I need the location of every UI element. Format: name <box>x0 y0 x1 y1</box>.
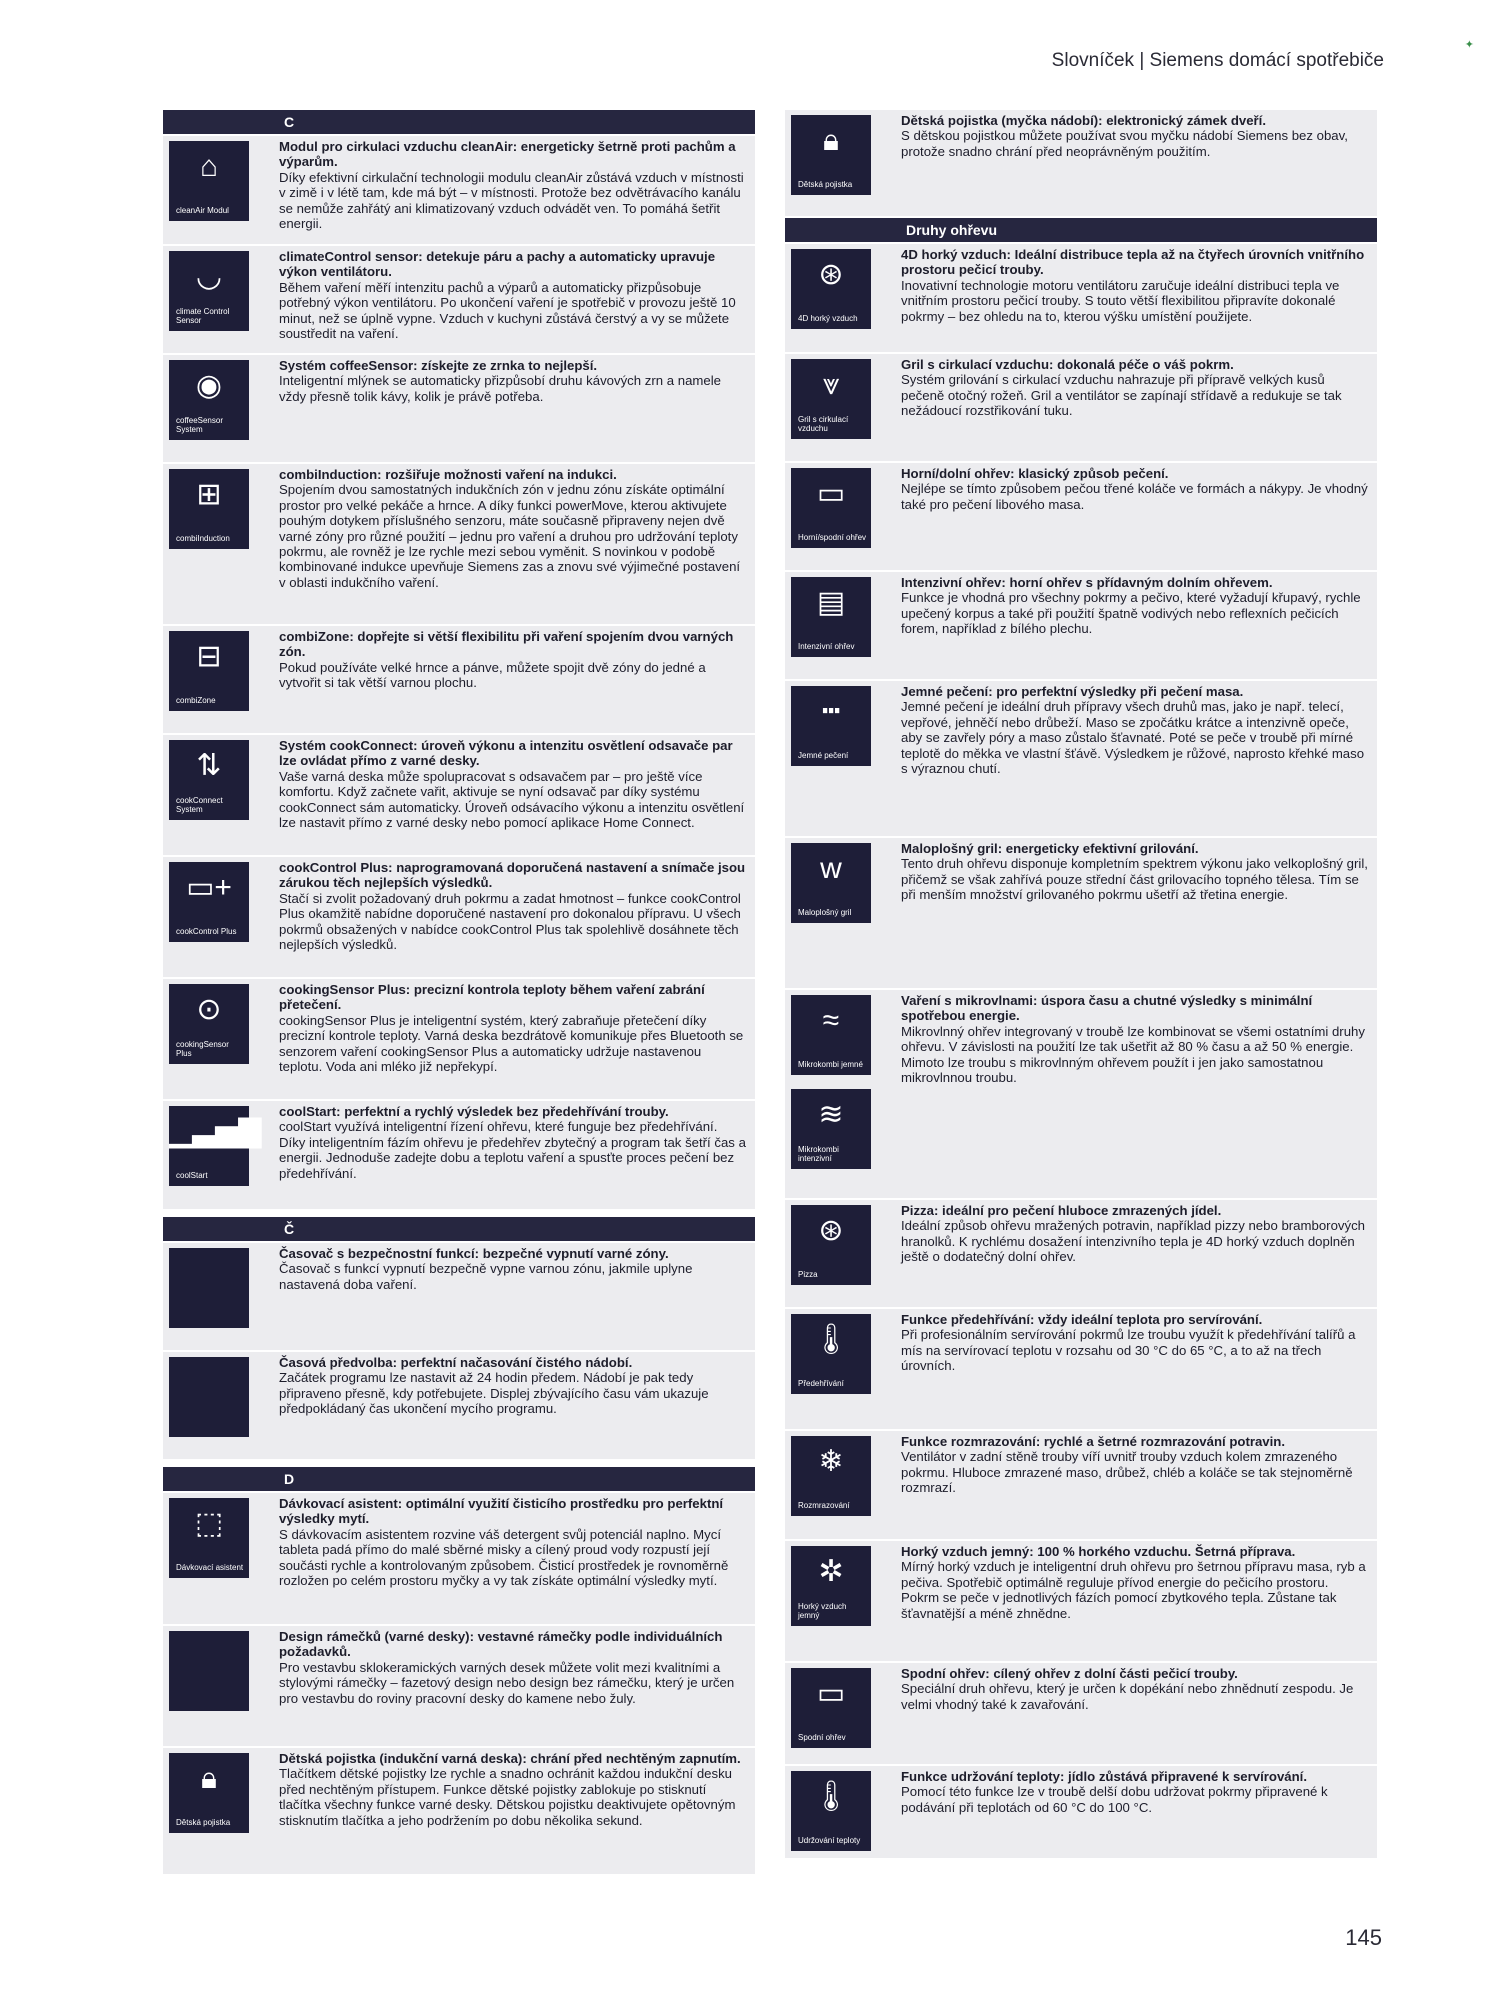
entry-title: Intenzivní ohřev: horní ohřev s přídavným dolním ohřevem. <box>901 575 1273 590</box>
glossary-entry <box>163 244 755 353</box>
entry-body: Jemné pečení je ideální druh přípravy všech druhů mas, jako je např. telecí, vepřové, jehněčí nebo drůbeží. Maso se zpočátku krátce a intenzivně opeče, aby se zavřely póry a maso zůstalo šťavnaté. Poté se peče v troubě při mírné teplotě do měkka ve vlastní šťávě. Výsledkem je růžové, naprosto křehké maso s výraznou chutí. <box>901 699 1365 777</box>
entry-title: Dětská pojistka (myčka nádobí): elektronický zámek dveří. <box>901 113 1267 128</box>
gentle-baking-icon: ┅ Jemné pečení <box>791 686 871 766</box>
gentle-hot-air-icon: ✲ Horký vzduch jemný <box>791 1546 871 1626</box>
cook-connect-icon: ⇅ cookConnect System <box>169 740 249 820</box>
preheating-icon: 🌡︎ Předehřívání <box>791 1314 871 1394</box>
combi-induction-icon: ⊞ combiInduction <box>169 469 249 549</box>
glossary-entry <box>785 110 1377 216</box>
lock-icon: 🔒︎ Dětská pojistka <box>791 115 871 195</box>
entry-body: Stačí si zvolit požadovaný druh pokrmu a zadat hmotnost – funkce cookControl Plus okamžitě nabídne doporučené nastavení pro dokonalou přípravu. U všech pokrmů obsažených v nabídce cookControl Plus tak spolehlivě dosáhnete těch nejlepších výsledků. <box>279 890 741 953</box>
section-head-c: C <box>163 110 755 134</box>
entry-title: Design rámečků (varné desky): vestavné rámečky podle individuálních požadavků. <box>279 1629 723 1660</box>
entry-body: Díky efektivní cirkulační technologii modulu cleanAir zůstává vzduch v místnosti v zimě i v létě tam, kde má být – v místnosti. Protože bez odvětrávacího kanálu se nemůže zahřátý ani klimatizovaný vzduch odvádět ven. To pomáhá šetřit energii. <box>279 169 744 232</box>
entry-body: cookingSensor Plus je inteligentní systém, který zabraňuje přetečení díky precizní kontrole teploty. Varná deska bezdrátově komunikuje přes Bluetooth se senzorem vaření cookingSensor Plus a automaticky udržuje nastavenou teplotu. Voda ani mléko již nepřekypí. <box>279 1012 744 1075</box>
entry-body: coolStart využívá inteligentní řízení ohřevu, které funguje bez předehřívání. Díky inteligentním fázím ohřevu je předehřev zbytečný a program tak šetří čas a energii. Jednoduše zadejte dobu a teplotu vaření a spusťte proces pečení bez předehřívání. <box>279 1119 746 1181</box>
blank-icon <box>169 1357 249 1437</box>
glossary-entry <box>163 1491 755 1624</box>
entry-title: 4D horký vzduch: Ideální distribuce tepla až na čtyřech úrovních vnitřního prostoru pečicí trouby. <box>901 247 1365 278</box>
entry-title: climateControl sensor: detekuje páru a pachy a automaticky upravuje výkon ventilátoru. <box>279 249 716 280</box>
blank-icon <box>169 1248 249 1328</box>
entry-title: Systém coffeeSensor: získejte ze zrnka to nejlepší. <box>279 358 598 373</box>
entry-title: Funkce rozmrazování: rychlé a šetrné rozmrazování potravin. <box>901 1434 1286 1449</box>
entry-title: Vaření s mikrovlnami: úspora času a chutné výsledky s minimální spotřebou energie. <box>901 993 1313 1024</box>
cook-control-plus-icon: ▭+ cookControl Plus <box>169 862 249 942</box>
page-title: Slovníček | Siemens domácí spotřebiče <box>1051 50 1384 71</box>
cooking-sensor-plus-icon: ⊙ cookingSensor Plus <box>169 984 249 1064</box>
glossary-entry <box>785 1764 1377 1858</box>
entry-title: Funkce předehřívání: vždy ideální teplota pro servírování. <box>901 1312 1263 1327</box>
top-bottom-heat-icon: ▭ Horní/spodní ohřev <box>791 468 871 548</box>
entry-title: combiZone: dopřejte si větší flexibilitu při vaření spojením dvou varných zón. <box>279 629 734 660</box>
entry-body: Ideální způsob ohřevu mražených potravin, například pizzy nebo bramborových hranolků. K rychlému dosažení intenzivního tepla je 4D horký vzduch doplněn ještě o dodatečný dolní ohřev. <box>901 1218 1366 1265</box>
glossary-entry <box>163 1624 755 1746</box>
glossary-entry <box>163 1241 755 1350</box>
page-number: 145 <box>1345 1925 1382 1950</box>
blank-icon <box>169 1631 249 1711</box>
entry-title: Jemné pečení: pro perfektní výsledky při pečení masa. <box>901 684 1244 699</box>
glossary-entry <box>785 1661 1377 1764</box>
glossary-entry <box>163 1099 755 1209</box>
entry-body: Spojením dvou samostatných indukčních zón v jednu zónu získáte optimální prostor pro velké pekáče a hrnce. A díky funkci powerMove, kterou aktivujete pouhým dotykem příslušného senzoru, máte současně připraveny nejen dvě varné zóny pro různé použití – jednu pro vaření a druhou pro udržování teploty pokrmu, ale rovněž je lze rychle mezi sebou vyměnit. S novinkou v podobě kombinované indukce upevňuje Siemens zas a znovu své výjimečné postavení v oblasti indukčního vaření. <box>279 482 741 590</box>
glossary-entry <box>163 462 755 624</box>
entry-body: Pro vestavbu sklokeramických varných desek můžete volit mezi kvalitními a stylovými rámečky – fazetový design nebo design bez rámečku, který je určen pro vestavbu do roviny pracovní desky do kamene nebo žuly. <box>279 1659 735 1706</box>
entry-title: cookControl Plus: naprogramovaná doporučená nastavení a snímače jsou zárukou těch nejlepších výsledků. <box>279 860 746 891</box>
sparkle-icon: ✦ <box>1464 39 1474 51</box>
glossary-entry <box>785 352 1377 461</box>
entry-title: cookingSensor Plus: precizní kontrola teploty během vaření zabrání přetečení. <box>279 982 705 1013</box>
entry-body: Při profesionálním servírování pokrmů lze troubu využít k předehřívání talířů a mís na servírovací teplotu v rozsahu od 30 °C do 65 °C, a to až na třech úrovních. <box>901 1327 1356 1374</box>
entry-title: Spodní ohřev: cílený ohřev z dolní části pečicí trouby. <box>901 1666 1238 1681</box>
entry-title: coolStart: perfektní a rychlý výsledek bez předehřívání trouby. <box>279 1104 669 1119</box>
entry-title: Horní/dolní ohřev: klasický způsob pečení. <box>901 466 1169 481</box>
grill-circulation-icon: ⩔ Gril s cirkulací vzduchu <box>791 359 871 439</box>
entry-title: Dětská pojistka (indukční varná deska): chrání před nechtěným zapnutím. <box>279 1751 741 1766</box>
entry-title: Horký vzduch jemný: 100 % horkého vzduchu. Šetrná příprava. <box>901 1544 1296 1559</box>
glossary-entry <box>785 461 1377 570</box>
entry-title: combiInduction: rozšiřuje možnosti vaření na indukci. <box>279 467 617 482</box>
glossary-entry <box>163 353 755 462</box>
glossary-entry <box>785 242 1377 352</box>
entry-title: Dávkovací asistent: optimální využití čisticího prostředku pro perfektní výsledky mytí. <box>279 1496 724 1527</box>
entry-title: Časová předvolba: perfektní načasování čistého nádobí. <box>279 1355 633 1370</box>
glossary-entry <box>163 1746 755 1874</box>
glossary-left-column <box>163 110 755 1874</box>
defrost-icon: ❄ Rozmrazování <box>791 1436 871 1516</box>
entry-body: Nejlépe se tímto způsobem pečou třené koláče ve formách a nákypy. Je vhodný také pro pečení libového masa. <box>901 481 1368 512</box>
entry-body: Tento druh ohřevu disponuje kompletním spektrem výkonu jako velkoplošný gril, přičemž se však zahřívá pouze střední část grilovacího topného tělesa. Tím se při menším množství grilovaného pokrmu ušetří až třetina energie. <box>901 856 1368 903</box>
entry-body: Mírný horký vzduch je inteligentní druh ohřevu pro šetrnou přípravu masa, ryb a pečiva. Spotřebič optimálně reguluje přívod energie do pečicího prostoru. Pokrm se peče v jednotlivých fázích pomocí zbytkového tepla. Zůstane tak šťavnatější a méně zhnědne. <box>901 1559 1366 1621</box>
pizza-icon: ⊛ Pizza <box>791 1205 871 1285</box>
glossary-entry <box>163 624 755 733</box>
glossary-entry <box>785 1198 1377 1307</box>
entry-body: Časovač s funkcí vypnutí bezpečně vypne varnou zónu, jakmile uplyne nastavená doba vaření. <box>279 1261 693 1292</box>
glossary-entry <box>785 1429 1377 1539</box>
entry-body: Začátek programu lze nastavit až 24 hodin předem. Nádobí je pak tedy připraveno přesně, kdy potřebujete. Displej zbývajícího času vám ukazuje předpokládaný čas ukončení mycího programu. <box>279 1370 709 1417</box>
glossary-entry <box>785 679 1377 836</box>
4d-hot-air-icon: ⊛ 4D horký vzduch <box>791 249 871 329</box>
section-head-heating-types: Druhy ohřevu <box>785 218 1377 242</box>
glossary-entry <box>785 1539 1377 1661</box>
microwave-intensive-icon: ≋ Mikrokombi intenzivní <box>791 1089 871 1169</box>
glossary-entry <box>163 134 755 244</box>
entry-title: Pizza: ideální pro pečení hluboce zmrazených jídel. <box>901 1203 1222 1218</box>
glossary-entry <box>163 977 755 1099</box>
entry-body: Během vaření měří intenzitu pachů a výparů a automaticky přizpůsobuje potřebný výkon ventilátoru. Po ukončení vaření je spotřebič v provozu ještě 10 minut, než se úplně vypne. Vzduch v kuchyni zůstává čerstvý a vy se můžete soustředit na vaření. <box>279 279 736 342</box>
entry-body: Pokud používáte velké hrnce a pánve, můžete spojit dvě zóny do jedné a vytvořit si tak větší varnou plochu. <box>279 659 706 691</box>
glossary-entry <box>163 733 755 855</box>
glossary-entry <box>163 1350 755 1459</box>
cleanair-module-icon: ⌂ cleanAir Modul <box>169 141 249 221</box>
dosing-assistant-icon: ⬚ Dávkovací asistent <box>169 1498 249 1578</box>
bottom-heat-icon: ▭ Spodní ohřev <box>791 1668 871 1748</box>
coffee-sensor-icon: ◉ coffeeSensor System <box>169 360 249 440</box>
small-grill-icon: w Maloplošný gril <box>791 843 871 923</box>
entry-body: Tlačítkem dětské pojistky lze rychle a snadno ochránit každou indukční desku před nechtěným přístupem. Funkce dětské pojistky zablokuje po stisknutí tlačítka všechny funkce varné desky. Dětskou pojistku deaktivujete opětovným stisknutím tlačítka a jeho podržením po dobu několika sekund. <box>279 1766 736 1828</box>
entry-body: Funkce je vhodná pro všechny pokrmy a pečivo, které vyžadují křupavý, rychle upečený korpus a také při použití špatně vodivých nebo reflexních pečicích forem, například z bílého plechu. <box>901 590 1361 637</box>
glossary-entry <box>785 836 1377 988</box>
entry-body: S dětskou pojistkou můžete používat svou myčku nádobí Siemens bez obav, protože snadno chrání před neoprávněným použitím. <box>901 128 1348 159</box>
glossary-entry <box>163 855 755 977</box>
entry-body: Mikrovlnný ohřev integrovaný v troubě lze kombinovat se všemi ostatními druhy ohřevu. V závislosti na použití lze tak ušetřit až 80 % času a až 50 % energie. Mimoto lze troubu s mikrovlnným ohřevem použít i jen jako samostatnou mikrovlnnou troubu. <box>901 1023 1365 1086</box>
entry-title: Maloplošný gril: energeticky efektivní grilování. <box>901 841 1199 856</box>
entry-body: Pomocí této funkce lze v troubě delší dobu udržovat pokrmy připravené k podávání při teplotách od 60 °C do 100 °C. <box>901 1784 1328 1815</box>
glossary-right-column <box>785 110 1377 1858</box>
entry-body: Ventilátor v zadní stěně trouby víří uvnitř trouby vzduch kolem zmrazeného pokrmu. Hluboce zmrazené maso, drůbež, chléb a koláče se tak stejnoměrně rozmrazí. <box>901 1449 1353 1496</box>
entry-body: S dávkovacím asistentem rozvine váš detergent svůj potenciál naplno. Mycí tableta padá přímo do malé sběrné misky a cílený proud vody rozpustí její součásti rychle a kontrolovaným způsobem. Čisticí prostředek je rovnoměrně rozložen po celém prostoru myčky a vy tak získáte optimální výsledky mytí. <box>279 1526 729 1589</box>
glossary-entry <box>785 570 1377 679</box>
cool-start-icon: ▁▃▅▇ coolStart <box>169 1106 249 1186</box>
entry-body: Vaše varná deska může spolupracovat s odsavačem par – pro ještě více komfortu. Když začnete vařit, aktivuje se nyní odsavač par díky systému cookConnect sám automaticky. Úroveň odsávacího výkonu a intenzitu osvětlení lze nastavit přímo z varné desky nebo pomocí aplikace Home Connect. <box>279 768 745 831</box>
entry-body: Inteligentní mlýnek se automaticky přizpůsobí druhu kávových zrn a namele vždy přesně tolik kávy, kolik je právě potřeba. <box>279 373 722 404</box>
section-head-d: D <box>163 1467 755 1491</box>
entry-body: Inovativní technologie motoru ventilátoru zaručuje ideální distribuci tepla ve vnitřním prostoru pečicí trouby. S touto větší flexibilitou připravíte dokonalé pokrmy – bez ohledu na to, kterou výšku umístění použijete. <box>901 277 1340 324</box>
section-head-c-caron: Č <box>163 1217 755 1241</box>
entry-title: Modul pro cirkulaci vzduchu cleanAir: energeticky šetrně proti pachům a výparům. <box>279 139 736 170</box>
entry-body: Systém grilování s cirkulací vzduchu nahrazuje při přípravě velkých kusů pečeně otočný rožeň. Gril a ventilátor se zapínají střídavě a redukuje se tak nežádoucí rozstřikování tuku. <box>901 372 1342 419</box>
entry-title: Gril s cirkulací vzduchu: dokonalá péče o váš pokrm. <box>901 357 1234 372</box>
entry-body: Speciální druh ohřevu, který je určen k dopékání nebo zhnědnutí zespodu. Je velmi vhodný také k zavařování. <box>901 1681 1354 1712</box>
glossary-entry <box>785 1307 1377 1429</box>
entry-title: Systém cookConnect: úroveň výkonu a intenzitu osvětlení odsavače par lze ovládat přímo z varné desky. <box>279 738 733 769</box>
intensive-heat-icon: ▤ Intenzivní ohřev <box>791 577 871 657</box>
lock-icon: 🔒︎ Dětská pojistka <box>169 1753 249 1833</box>
glossary-entry <box>785 988 1377 1198</box>
climate-control-sensor-icon: ◡ climate Control Sensor <box>169 251 249 331</box>
entry-title: Časovač s bezpečnostní funkcí: bezpečné vypnutí varné zóny. <box>279 1246 669 1261</box>
entry-title: Funkce udržování teploty: jídlo zůstává připravené k servírování. <box>901 1769 1307 1784</box>
combi-zone-icon: ⊟ combiZone <box>169 631 249 711</box>
microwave-gentle-icon: ≈ Mikrokombi jemné <box>791 995 871 1075</box>
keep-warm-icon: 🌡︎ Udržování teploty <box>791 1771 871 1851</box>
